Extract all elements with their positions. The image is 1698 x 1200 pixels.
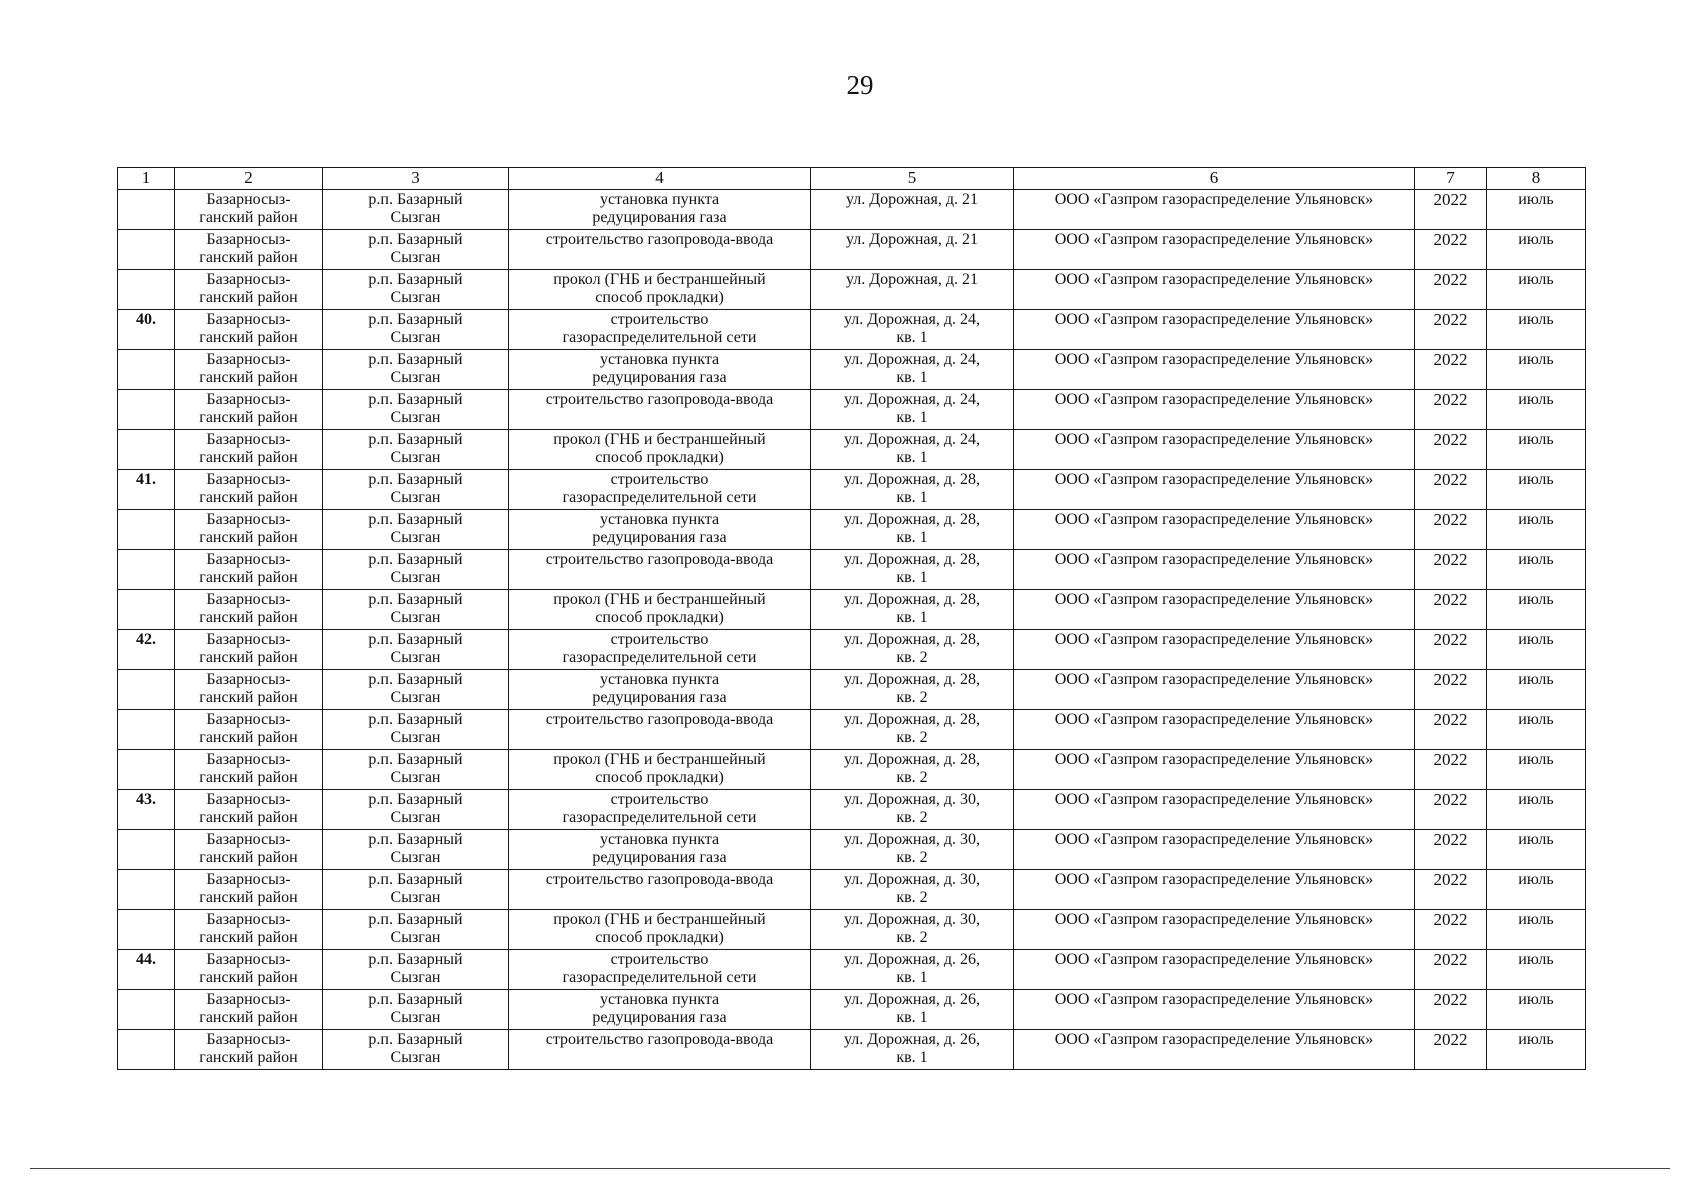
cell-work: строительство газораспределительной сети	[509, 950, 811, 990]
cell-settlement: р.п. Базарный Сызган	[323, 190, 509, 230]
cell-year: 2022	[1415, 790, 1487, 830]
table-row	[118, 630, 1586, 670]
cell-district: Базарносыз- ганский район	[175, 990, 323, 1030]
cell-year: 2022	[1415, 990, 1487, 1030]
cell-settlement: р.п. Базарный Сызган	[323, 310, 509, 350]
cell-organization: ООО «Газпром газораспределение Ульяновск»	[1014, 390, 1415, 430]
table-row	[118, 550, 1586, 590]
cell-organization: ООО «Газпром газораспределение Ульяновск»	[1014, 1030, 1415, 1070]
cell-settlement: р.п. Базарный Сызган	[323, 430, 509, 470]
cell-number: 42.	[118, 630, 175, 670]
cell-district: Базарносыз- ганский район	[175, 430, 323, 470]
cell-month: июль	[1487, 590, 1586, 630]
table-row	[118, 190, 1586, 230]
cell-organization: ООО «Газпром газораспределение Ульяновск»	[1014, 310, 1415, 350]
cell-address: ул. Дорожная, д. 28, кв. 2	[811, 630, 1014, 670]
cell-district: Базарносыз- ганский район	[175, 310, 323, 350]
table-row	[118, 310, 1586, 350]
cell-number: 44.	[118, 950, 175, 990]
cell-number	[118, 590, 175, 630]
cell-work: строительство газопровода-ввода	[509, 1030, 811, 1070]
cell-month: июль	[1487, 830, 1586, 870]
cell-district: Базарносыз- ганский район	[175, 630, 323, 670]
cell-settlement: р.п. Базарный Сызган	[323, 990, 509, 1030]
cell-district: Базарносыз- ганский район	[175, 670, 323, 710]
cell-number	[118, 990, 175, 1030]
cell-month: июль	[1487, 790, 1586, 830]
cell-number	[118, 190, 175, 230]
cell-month: июль	[1487, 950, 1586, 990]
cell-work: установка пункта редуцирования газа	[509, 510, 811, 550]
cell-district: Базарносыз- ганский район	[175, 550, 323, 590]
cell-month: июль	[1487, 430, 1586, 470]
cell-address: ул. Дорожная, д. 28, кв. 2	[811, 670, 1014, 710]
cell-work: прокол (ГНБ и бестраншейный способ прокладки)	[509, 910, 811, 950]
table-row	[118, 750, 1586, 790]
cell-number: 43.	[118, 790, 175, 830]
cell-organization: ООО «Газпром газораспределение Ульяновск»	[1014, 670, 1415, 710]
cell-organization: ООО «Газпром газораспределение Ульяновск»	[1014, 350, 1415, 390]
cell-organization: ООО «Газпром газораспределение Ульяновск»	[1014, 870, 1415, 910]
col-header-year: 7	[1415, 168, 1487, 190]
cell-organization: ООО «Газпром газораспределение Ульяновск»	[1014, 470, 1415, 510]
col-header-district: 2	[175, 168, 323, 190]
cell-year: 2022	[1415, 830, 1487, 870]
cell-organization: ООО «Газпром газораспределение Ульяновск»	[1014, 990, 1415, 1030]
cell-number	[118, 1030, 175, 1070]
cell-organization: ООО «Газпром газораспределение Ульяновск»	[1014, 190, 1415, 230]
cell-address: ул. Дорожная, д. 28, кв. 1	[811, 550, 1014, 590]
cell-number	[118, 830, 175, 870]
cell-work: строительство газораспределительной сети	[509, 790, 811, 830]
table-row	[118, 230, 1586, 270]
cell-number	[118, 550, 175, 590]
cell-work: установка пункта редуцирования газа	[509, 190, 811, 230]
cell-address: ул. Дорожная, д. 24, кв. 1	[811, 430, 1014, 470]
cell-district: Базарносыз- ганский район	[175, 270, 323, 310]
cell-district: Базарносыз- ганский район	[175, 830, 323, 870]
cell-organization: ООО «Газпром газораспределение Ульяновск»	[1014, 270, 1415, 310]
cell-year: 2022	[1415, 190, 1487, 230]
cell-work: установка пункта редуцирования газа	[509, 830, 811, 870]
cell-work: строительство газопровода-ввода	[509, 710, 811, 750]
cell-district: Базарносыз- ганский район	[175, 190, 323, 230]
table-row	[118, 510, 1586, 550]
cell-year: 2022	[1415, 670, 1487, 710]
cell-year: 2022	[1415, 910, 1487, 950]
cell-organization: ООО «Газпром газораспределение Ульяновск»	[1014, 630, 1415, 670]
cell-month: июль	[1487, 310, 1586, 350]
cell-address: ул. Дорожная, д. 26, кв. 1	[811, 1030, 1014, 1070]
cell-settlement: р.п. Базарный Сызган	[323, 910, 509, 950]
cell-month: июль	[1487, 350, 1586, 390]
cell-work: установка пункта редуцирования газа	[509, 670, 811, 710]
table-body	[118, 190, 1586, 1070]
cell-district: Базарносыз- ганский район	[175, 510, 323, 550]
cell-number	[118, 270, 175, 310]
cell-number: 40.	[118, 310, 175, 350]
cell-address: ул. Дорожная, д. 28, кв. 1	[811, 510, 1014, 550]
cell-year: 2022	[1415, 950, 1487, 990]
cell-year: 2022	[1415, 470, 1487, 510]
cell-settlement: р.п. Базарный Сызган	[323, 350, 509, 390]
cell-settlement: р.п. Базарный Сызган	[323, 1030, 509, 1070]
cell-month: июль	[1487, 510, 1586, 550]
footer-divider	[30, 1168, 1670, 1169]
cell-address: ул. Дорожная, д. 26, кв. 1	[811, 990, 1014, 1030]
cell-address: ул. Дорожная, д. 21	[811, 190, 1014, 230]
header-row	[118, 168, 1586, 190]
table-row	[118, 790, 1586, 830]
cell-year: 2022	[1415, 510, 1487, 550]
cell-organization: ООО «Газпром газораспределение Ульяновск»	[1014, 790, 1415, 830]
cell-work: прокол (ГНБ и бестраншейный способ прокладки)	[509, 270, 811, 310]
cell-organization: ООО «Газпром газораспределение Ульяновск»	[1014, 910, 1415, 950]
table-row	[118, 710, 1586, 750]
col-header-work: 4	[509, 168, 811, 190]
cell-district: Базарносыз- ганский район	[175, 230, 323, 270]
cell-settlement: р.п. Базарный Сызган	[323, 270, 509, 310]
table-row	[118, 270, 1586, 310]
col-header-address: 5	[811, 168, 1014, 190]
cell-work: строительство газопровода-ввода	[509, 550, 811, 590]
cell-work: строительство газопровода-ввода	[509, 870, 811, 910]
cell-address: ул. Дорожная, д. 21	[811, 270, 1014, 310]
cell-work: прокол (ГНБ и бестраншейный способ прокладки)	[509, 750, 811, 790]
cell-district: Базарносыз- ганский район	[175, 710, 323, 750]
cell-number	[118, 430, 175, 470]
cell-address: ул. Дорожная, д. 30, кв. 2	[811, 910, 1014, 950]
table-row	[118, 590, 1586, 630]
cell-organization: ООО «Газпром газораспределение Ульяновск»	[1014, 750, 1415, 790]
schedule-table	[117, 167, 1586, 1070]
cell-organization: ООО «Газпром газораспределение Ульяновск»	[1014, 830, 1415, 870]
cell-district: Базарносыз- ганский район	[175, 470, 323, 510]
cell-address: ул. Дорожная, д. 28, кв. 2	[811, 750, 1014, 790]
cell-number	[118, 230, 175, 270]
cell-month: июль	[1487, 630, 1586, 670]
cell-year: 2022	[1415, 390, 1487, 430]
cell-year: 2022	[1415, 310, 1487, 350]
cell-organization: ООО «Газпром газораспределение Ульяновск»	[1014, 710, 1415, 750]
table-row	[118, 670, 1586, 710]
cell-settlement: р.п. Базарный Сызган	[323, 630, 509, 670]
table-row	[118, 990, 1586, 1030]
cell-year: 2022	[1415, 230, 1487, 270]
cell-organization: ООО «Газпром газораспределение Ульяновск»	[1014, 430, 1415, 470]
cell-organization: ООО «Газпром газораспределение Ульяновск»	[1014, 550, 1415, 590]
cell-settlement: р.п. Базарный Сызган	[323, 950, 509, 990]
cell-year: 2022	[1415, 870, 1487, 910]
cell-address: ул. Дорожная, д. 28, кв. 2	[811, 710, 1014, 750]
cell-number	[118, 870, 175, 910]
col-header-number: 1	[118, 168, 175, 190]
cell-year: 2022	[1415, 630, 1487, 670]
cell-address: ул. Дорожная, д. 26, кв. 1	[811, 950, 1014, 990]
cell-address: ул. Дорожная, д. 24, кв. 1	[811, 310, 1014, 350]
cell-district: Базарносыз- ганский район	[175, 750, 323, 790]
cell-month: июль	[1487, 550, 1586, 590]
col-header-month: 8	[1487, 168, 1586, 190]
cell-month: июль	[1487, 270, 1586, 310]
table-row	[118, 870, 1586, 910]
table-row	[118, 830, 1586, 870]
cell-number: 41.	[118, 470, 175, 510]
cell-settlement: р.п. Базарный Сызган	[323, 870, 509, 910]
cell-district: Базарносыз- ганский район	[175, 910, 323, 950]
cell-work: прокол (ГНБ и бестраншейный способ прокладки)	[509, 430, 811, 470]
cell-work: строительство газораспределительной сети	[509, 470, 811, 510]
cell-settlement: р.п. Базарный Сызган	[323, 550, 509, 590]
cell-year: 2022	[1415, 710, 1487, 750]
cell-address: ул. Дорожная, д. 24, кв. 1	[811, 350, 1014, 390]
cell-address: ул. Дорожная, д. 28, кв. 1	[811, 590, 1014, 630]
cell-year: 2022	[1415, 1030, 1487, 1070]
cell-settlement: р.п. Базарный Сызган	[323, 670, 509, 710]
cell-settlement: р.п. Базарный Сызган	[323, 390, 509, 430]
table-row	[118, 470, 1586, 510]
col-header-settlement: 3	[323, 168, 509, 190]
cell-month: июль	[1487, 470, 1586, 510]
cell-month: июль	[1487, 990, 1586, 1030]
col-header-organization: 6	[1014, 168, 1415, 190]
cell-address: ул. Дорожная, д. 30, кв. 2	[811, 830, 1014, 870]
cell-settlement: р.п. Базарный Сызган	[323, 590, 509, 630]
cell-work: строительство газораспределительной сети	[509, 310, 811, 350]
cell-settlement: р.п. Базарный Сызган	[323, 710, 509, 750]
cell-district: Базарносыз- ганский район	[175, 1030, 323, 1070]
cell-work: строительство газопровода-ввода	[509, 390, 811, 430]
cell-month: июль	[1487, 910, 1586, 950]
cell-work: установка пункта редуцирования газа	[509, 990, 811, 1030]
cell-settlement: р.п. Базарный Сызган	[323, 750, 509, 790]
cell-month: июль	[1487, 870, 1586, 910]
cell-address: ул. Дорожная, д. 30, кв. 2	[811, 870, 1014, 910]
cell-year: 2022	[1415, 350, 1487, 390]
cell-month: июль	[1487, 670, 1586, 710]
cell-number	[118, 750, 175, 790]
table-header	[118, 168, 1586, 190]
cell-organization: ООО «Газпром газораспределение Ульяновск»	[1014, 230, 1415, 270]
cell-number	[118, 510, 175, 550]
table-row	[118, 390, 1586, 430]
cell-work: установка пункта редуцирования газа	[509, 350, 811, 390]
cell-number	[118, 390, 175, 430]
cell-month: июль	[1487, 750, 1586, 790]
cell-settlement: р.п. Базарный Сызган	[323, 790, 509, 830]
cell-address: ул. Дорожная, д. 30, кв. 2	[811, 790, 1014, 830]
table-row	[118, 430, 1586, 470]
cell-organization: ООО «Газпром газораспределение Ульяновск»	[1014, 950, 1415, 990]
cell-district: Базарносыз- ганский район	[175, 950, 323, 990]
cell-settlement: р.п. Базарный Сызган	[323, 510, 509, 550]
cell-district: Базарносыз- ганский район	[175, 350, 323, 390]
cell-year: 2022	[1415, 750, 1487, 790]
cell-number	[118, 910, 175, 950]
cell-settlement: р.п. Базарный Сызган	[323, 830, 509, 870]
cell-month: июль	[1487, 1030, 1586, 1070]
cell-address: ул. Дорожная, д. 21	[811, 230, 1014, 270]
cell-address: ул. Дорожная, д. 28, кв. 1	[811, 470, 1014, 510]
cell-settlement: р.п. Базарный Сызган	[323, 470, 509, 510]
cell-year: 2022	[1415, 270, 1487, 310]
cell-month: июль	[1487, 710, 1586, 750]
cell-district: Базарносыз- ганский район	[175, 790, 323, 830]
cell-month: июль	[1487, 230, 1586, 270]
cell-number	[118, 350, 175, 390]
cell-work: строительство газораспределительной сети	[509, 630, 811, 670]
cell-work: строительство газопровода-ввода	[509, 230, 811, 270]
table-row	[118, 1030, 1586, 1070]
cell-work: прокол (ГНБ и бестраншейный способ прокладки)	[509, 590, 811, 630]
cell-address: ул. Дорожная, д. 24, кв. 1	[811, 390, 1014, 430]
table-row	[118, 910, 1586, 950]
cell-district: Базарносыз- ганский район	[175, 390, 323, 430]
cell-number	[118, 710, 175, 750]
cell-settlement: р.п. Базарный Сызган	[323, 230, 509, 270]
cell-district: Базарносыз- ганский район	[175, 870, 323, 910]
cell-organization: ООО «Газпром газораспределение Ульяновск»	[1014, 590, 1415, 630]
table-row	[118, 950, 1586, 990]
cell-month: июль	[1487, 190, 1586, 230]
cell-year: 2022	[1415, 430, 1487, 470]
table-row	[118, 350, 1586, 390]
cell-year: 2022	[1415, 550, 1487, 590]
cell-organization: ООО «Газпром газораспределение Ульяновск»	[1014, 510, 1415, 550]
cell-year: 2022	[1415, 590, 1487, 630]
cell-district: Базарносыз- ганский район	[175, 590, 323, 630]
cell-number	[118, 670, 175, 710]
cell-month: июль	[1487, 390, 1586, 430]
page-number: 29	[846, 70, 874, 100]
